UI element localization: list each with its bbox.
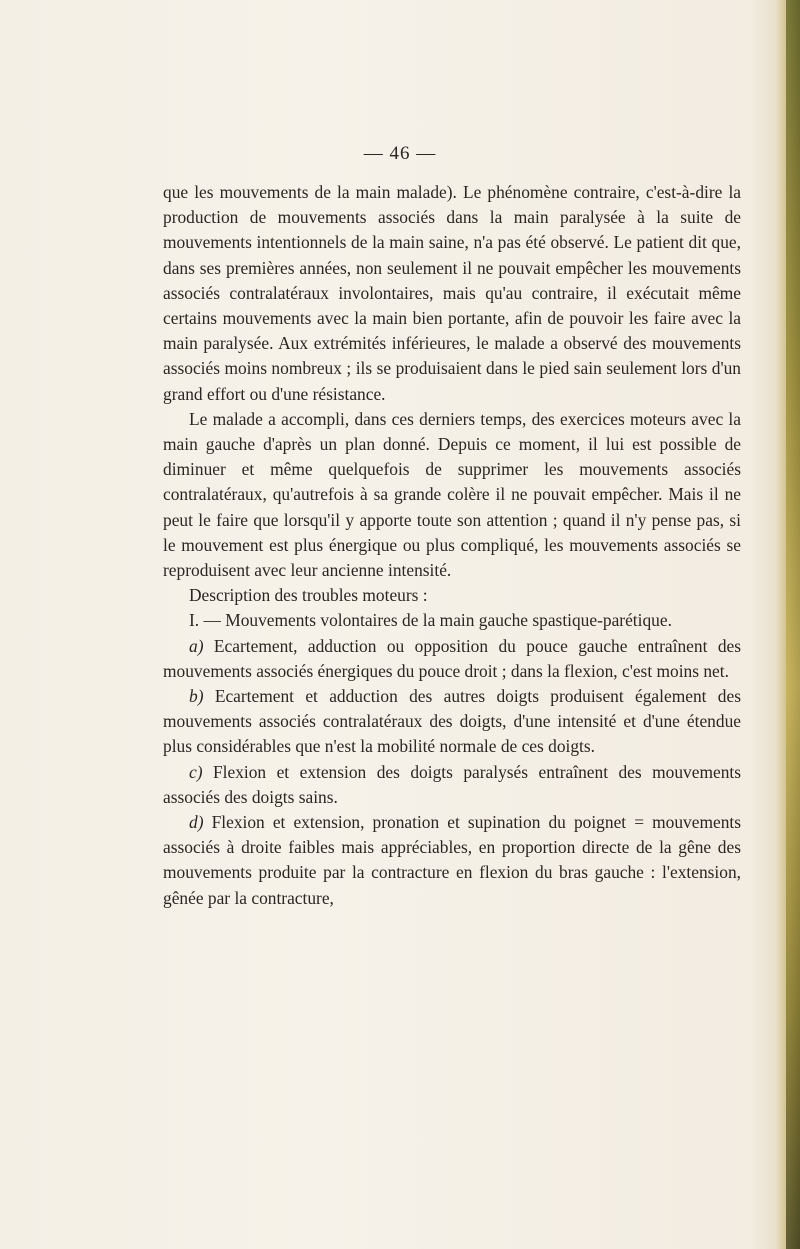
paragraph-text: Ecartement et adduction des autres doigts produisent également des mouvements associés contralatéraux des doigts, d'une intensité et d'une étendue plus considérables que n'est la mobilité normale de ces doigts. (163, 686, 741, 757)
paragraph (163, 810, 741, 911)
list-label: a) (189, 635, 204, 656)
paragraph-text: Flexion et extension des doigts paralysés entraînent des mouvements associés des doigts sains. (163, 761, 741, 807)
paragraph: Description des troubles moteurs : (189, 585, 428, 606)
paragraph (163, 684, 741, 760)
paragraph: Le malade a accompli, dans ces derniers temps, des exercices moteurs avec la main gauche d'après un plan donné. Depuis ce moment, il lui est possible de diminuer et même quelquefois de supprimer les mouvements associés contralatéraux, qu'autrefois à sa grande colère il ne pouvait empêcher. Mais il ne peut le faire que lorsqu'il y apporte toute son attention ; quand il n'y pense pas, si le mouvement est plus énergique ou plus compliqué, les mouvements associés se reproduisent avec leur ancienne intensité. (163, 408, 741, 581)
list-label: c) (189, 761, 203, 782)
paragraph: que les mouvements de la main malade). Le phénomène contraire, c'est-à-dire la production de mouvements associés dans la main paralysée à la suite de mouvements intentionnels de la main saine, n'a pas été observé. Le patient dit que, dans ses premières années, non seulement il ne pouvait empêcher les mouvements associés contralatéraux involontaires, mais qu'au contraire, il exécutait même certains mouvements avec la main bien portante, afin de pouvoir les faire avec la main paralysée. Aux extrémités inférieures, le malade a observé des mouvements associés moins nombreux ; ils se produisaient dans le pied sain seulement lors d'un grand effort ou d'une résistance. (163, 182, 741, 404)
paragraph-text: Flexion et extension, pronation et supination du poignet = mouvements associés à droite faibles mais appréciables, en proportion directe de la gêne des mouvements produite par la contracture en flexion du bras gauche : l'extension, gênée par la contracture, (163, 812, 741, 908)
list-label: d) (189, 812, 204, 833)
paragraph (163, 634, 741, 684)
list-label: b) (189, 686, 204, 707)
paragraph (163, 760, 741, 810)
body-text (163, 180, 741, 911)
paragraph: I. — Mouvements volontaires de la main gauche spastique-parétique. (189, 610, 672, 631)
paragraph-text: Ecartement, adduction ou opposition du pouce gauche entraînent des mouvements associés énergiques du pouce droit ; dans la flexion, c'est moins net. (163, 635, 741, 681)
page-number: — 46 — (363, 143, 437, 164)
book-spine-edge (786, 0, 800, 1249)
